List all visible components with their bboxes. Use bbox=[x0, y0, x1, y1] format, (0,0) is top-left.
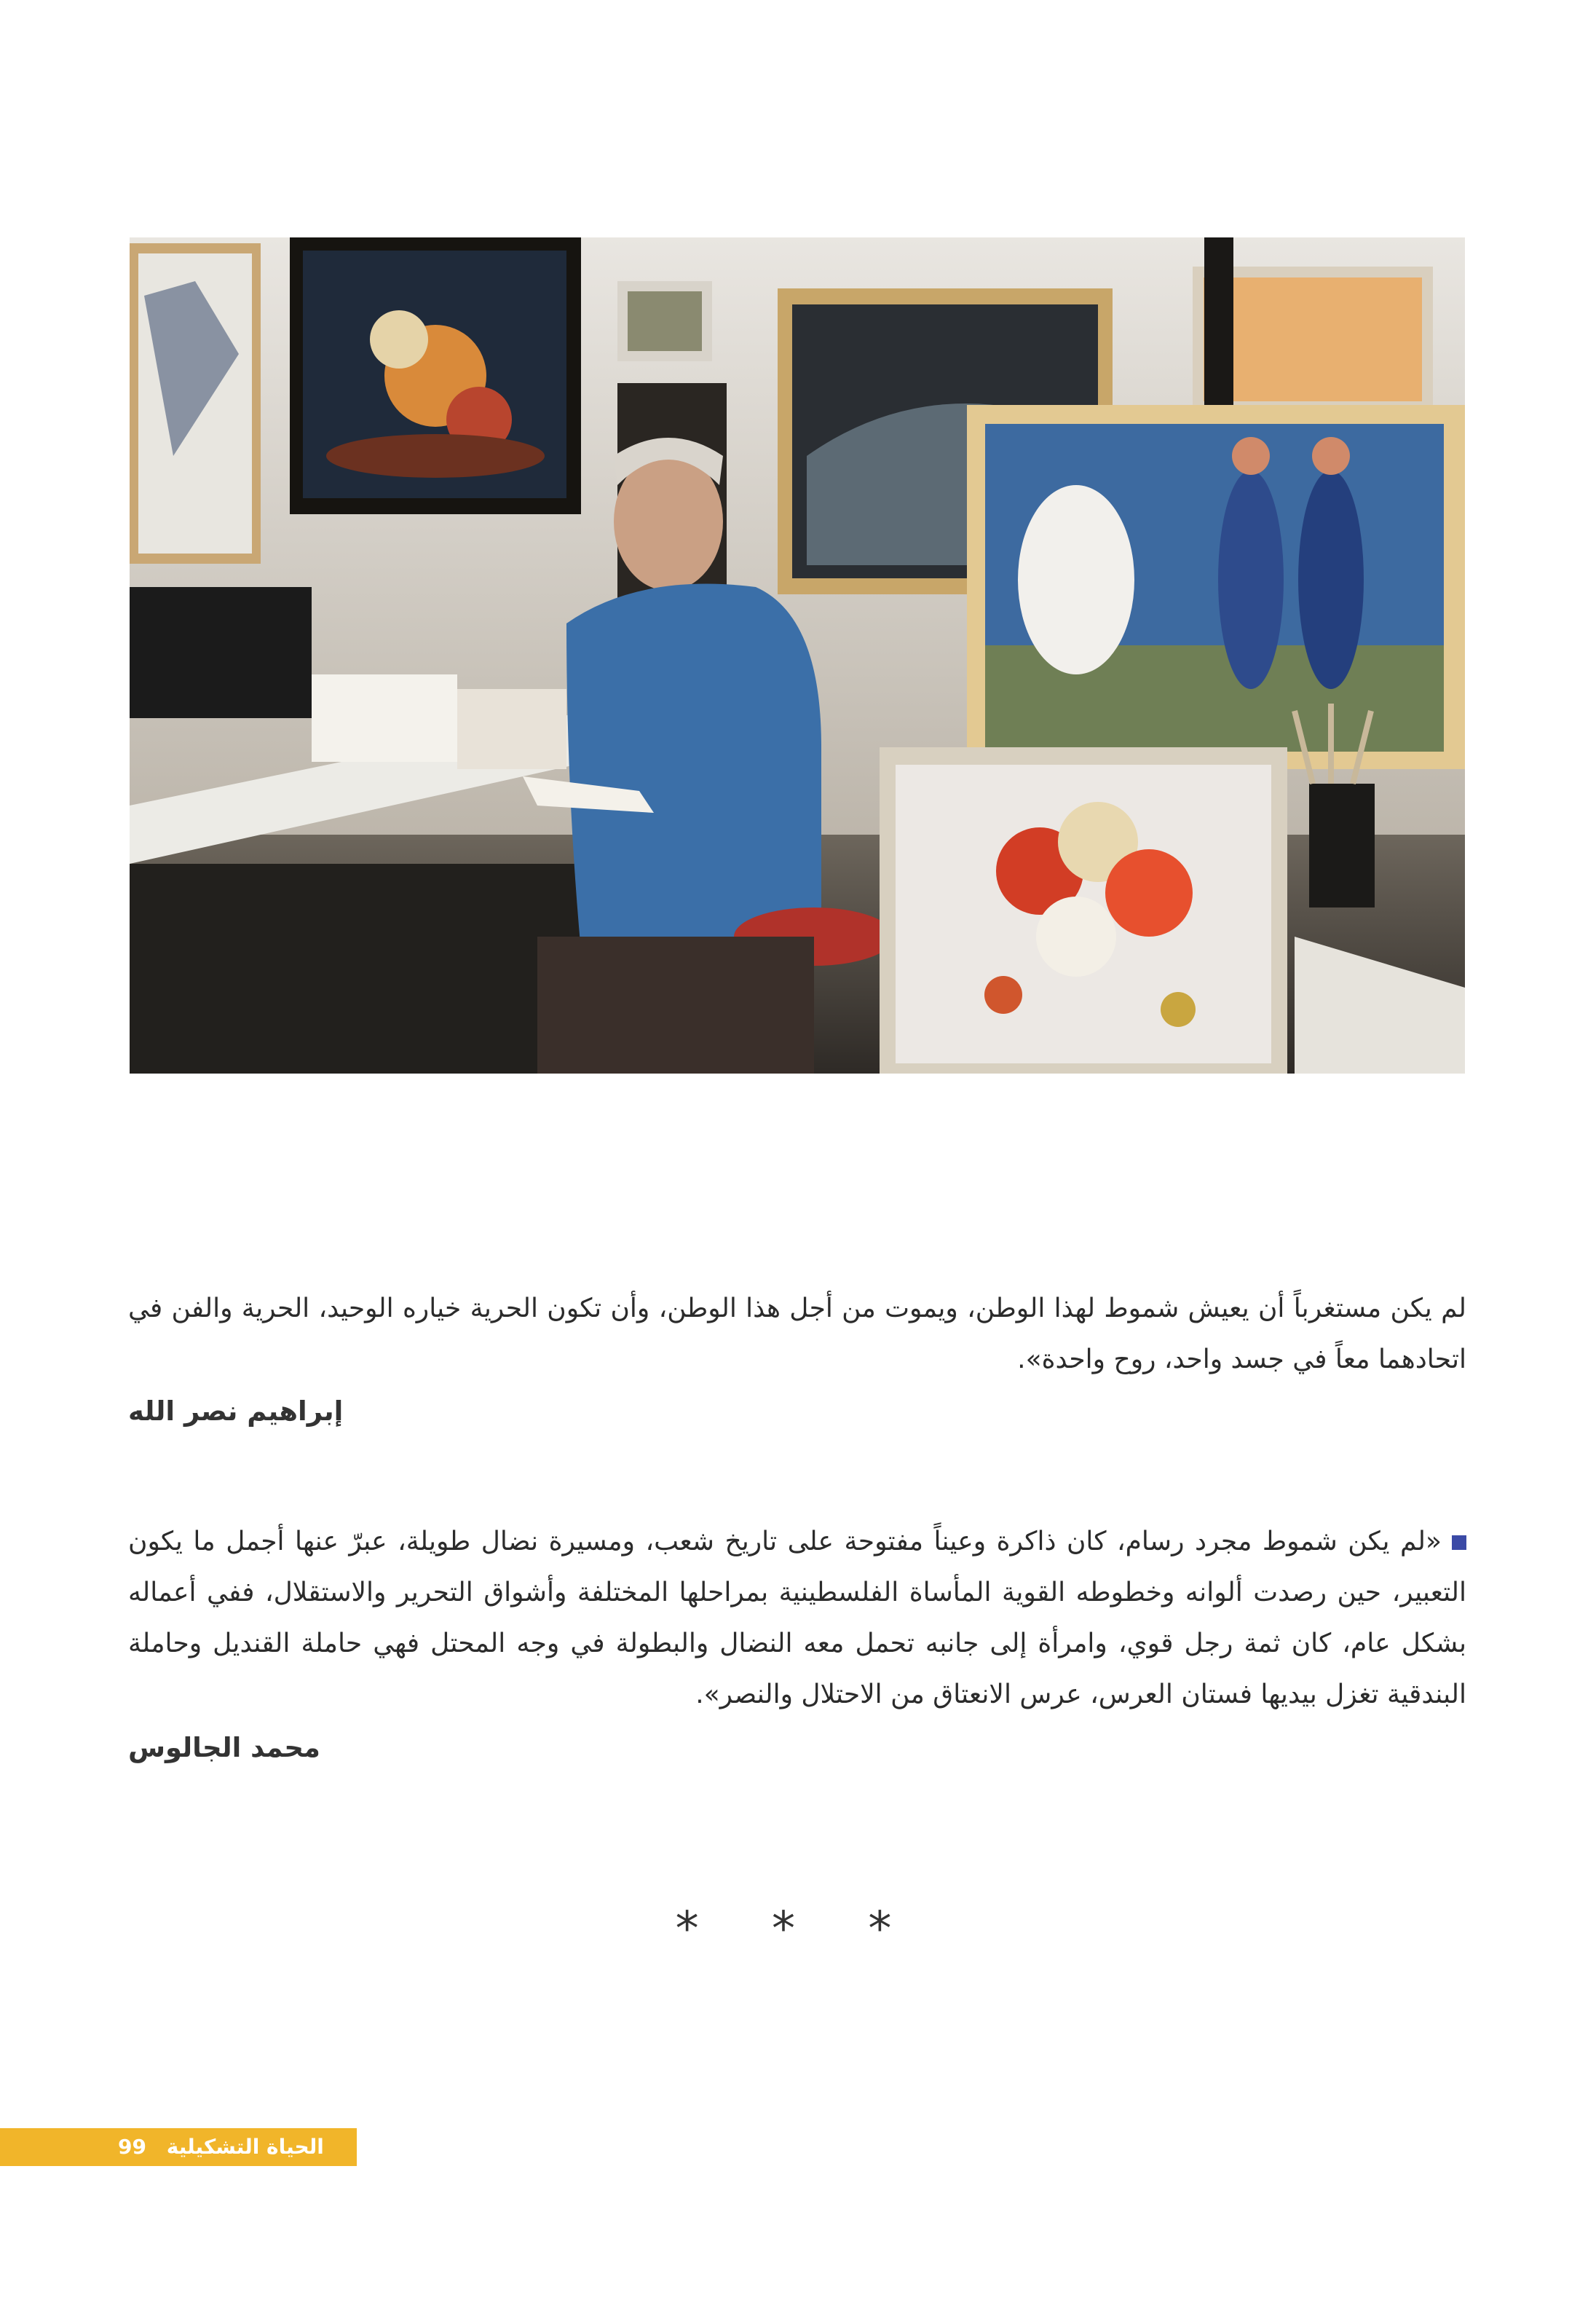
magazine-title: الحياة التشكيلية bbox=[166, 2135, 324, 2159]
studio-illustration bbox=[130, 237, 1465, 1074]
quote-ibrahim-nasrallah bbox=[128, 1283, 1466, 1385]
quote-mohammad-aljalous bbox=[128, 1516, 1466, 1720]
artist-studio-photo bbox=[130, 237, 1465, 1074]
quote-text: لم يكن مستغرباً أن يعيش شموط لهذا الوطن، ويموت من أجل هذا الوطن، وأن تكون الحرية خياره الوحيد، الحرية والفن في اتحادهما معاً في جسد واحد، روح واحدة». bbox=[128, 1294, 1466, 1374]
author-mohammad-aljalous: محمد الجالوس bbox=[128, 1732, 320, 1763]
page-number: 99 bbox=[118, 2135, 146, 2159]
footer-label bbox=[118, 2133, 324, 2161]
square-bullet-icon bbox=[1452, 1535, 1466, 1550]
author-ibrahim-nasrallah: إبراهيم نصر الله bbox=[128, 1395, 344, 1427]
quote-text: «لم يكن شموط مجرد رسام، كان ذاكرة وعيناً مفتوحة على تاريخ شعب، ومسيرة نضال طويلة، عبرّ عنها أجمل ما يكون التعبير، حين رصدت ألوانه وخطوطه القوية المأساة الفلسطينية بمراحلها المختلفة وأشواق التحرير والاستقلال، ففي أعماله بشكل عام، كان ثمة رجل قوي، وامرأة إلى جانبه تحمل معه النضال والبطولة في وجه المحتل فهي حاملة القنديل وحاملة البندقية تغزل بيديها فستان العرس، عرس الانعتاق من الاحتلال والنصر». bbox=[128, 1527, 1466, 1709]
section-separator: * * * bbox=[675, 1902, 921, 1956]
